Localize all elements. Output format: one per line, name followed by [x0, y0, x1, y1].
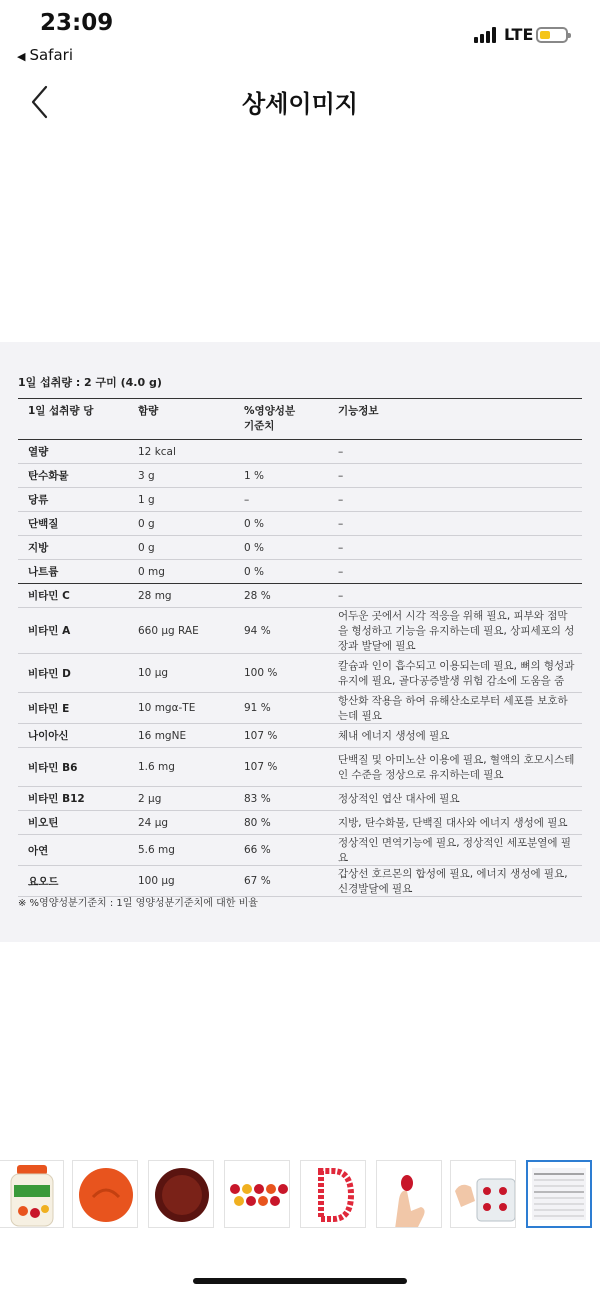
pill-case-icon — [451, 1161, 516, 1228]
row-percent: 83 % — [234, 787, 328, 811]
header-amount: 함량 — [138, 405, 159, 417]
row-function: 항산화 작용을 하여 유해산소로부터 세포를 보호하는데 필요 — [328, 693, 582, 724]
row-amount: 3 g — [128, 464, 234, 488]
row-amount: 660 μg RAE — [128, 608, 234, 654]
row-percent: 94 % — [234, 608, 328, 654]
row-function: – — [328, 488, 582, 512]
row-name: 당류 — [18, 488, 128, 512]
table-header-row — [18, 399, 582, 440]
table-row — [18, 464, 582, 488]
table-row — [18, 584, 582, 608]
row-name: 아연 — [18, 835, 128, 866]
thumbnail-letter-d[interactable] — [300, 1160, 366, 1228]
nutrition-table-body — [18, 440, 582, 897]
table-row — [18, 654, 582, 693]
header-function: 기능정보 — [338, 405, 379, 417]
row-function: 정상적인 면역기능에 필요, 정상적인 세포분열에 필요 — [328, 835, 582, 866]
product-bottle-icon — [0, 1161, 64, 1228]
row-name: 지방 — [18, 536, 128, 560]
header-percent: %영양성분 기준치 — [244, 405, 296, 432]
row-name: 비타민 A — [18, 608, 128, 654]
row-amount: 1 g — [128, 488, 234, 512]
signal-icon — [474, 27, 496, 43]
battery-icon — [536, 27, 568, 43]
row-name: 비타민 C — [18, 584, 128, 608]
row-function: 체내 에너지 생성에 필요 — [328, 724, 582, 748]
row-percent: 1 % — [234, 464, 328, 488]
table-row — [18, 835, 582, 866]
row-name: 열량 — [18, 440, 128, 464]
thumbnail-dark-gummy[interactable] — [148, 1160, 214, 1228]
row-amount: 10 mgα-TE — [128, 693, 234, 724]
row-function: – — [328, 584, 582, 608]
row-percent: 0 % — [234, 560, 328, 584]
row-percent: 66 % — [234, 835, 328, 866]
row-name: 비타민 D — [18, 654, 128, 693]
row-function: 칼슘과 인이 흡수되고 이용되는데 필요, 뼈의 형성과 유지에 필요, 골다공증발생 위험 감소에 도움을 줌 — [328, 654, 582, 693]
row-amount: 24 μg — [128, 811, 234, 835]
table-row — [18, 693, 582, 724]
status-bar — [0, 0, 600, 72]
row-amount: 0 mg — [128, 560, 234, 584]
table-row — [18, 488, 582, 512]
row-percent: 28 % — [234, 584, 328, 608]
row-name: 비타민 B12 — [18, 787, 128, 811]
back-triangle-icon: ◀ — [17, 50, 26, 63]
row-percent: 80 % — [234, 811, 328, 835]
thumbnail-strip — [0, 1160, 600, 1232]
nutrition-detail-image — [0, 342, 600, 942]
row-name: 나이아신 — [18, 724, 128, 748]
row-percent: 67 % — [234, 866, 328, 897]
table-row — [18, 536, 582, 560]
thumbnail-hand-gummy[interactable] — [376, 1160, 442, 1228]
row-amount: 12 kcal — [128, 440, 234, 464]
row-function: 어두운 곳에서 시각 적응을 위해 필요, 피부와 점막을 형성하고 기능을 유지하는데 필요, 상피세포의 성장과 발달에 필요 — [328, 608, 582, 654]
row-amount: 16 mgNE — [128, 724, 234, 748]
dark-gummy-icon — [149, 1161, 214, 1228]
page-title: 상세이미지 — [242, 90, 358, 118]
table-row — [18, 866, 582, 897]
row-name: 나트륨 — [18, 560, 128, 584]
row-function: – — [328, 536, 582, 560]
row-function: – — [328, 512, 582, 536]
row-function: 단백질 및 아미노산 이용에 필요, 혈액의 호모시스테인 수준을 정상으로 유지하는데 필요 — [328, 748, 582, 787]
hand-gummy-icon — [377, 1161, 442, 1228]
back-app-label: Safari — [29, 46, 73, 64]
footnote: ※ %영양성분기준치 : 1일 영양성분기준치에 대한 비율 — [18, 898, 258, 909]
row-percent: 100 % — [234, 654, 328, 693]
table-row — [18, 811, 582, 835]
table-row — [18, 440, 582, 464]
clock: 23:09 — [40, 10, 114, 36]
table-row — [18, 512, 582, 536]
nutrition-table — [18, 398, 582, 897]
nutrition-table-thumb-icon — [528, 1162, 590, 1226]
row-function: 정상적인 엽산 대사에 필요 — [328, 787, 582, 811]
letter-d-icon — [301, 1161, 366, 1228]
thumbnail-nutrition-table[interactable] — [526, 1160, 592, 1228]
header-item: 1일 섭취량 당 — [28, 405, 94, 417]
page-header — [0, 72, 600, 132]
row-function: – — [328, 464, 582, 488]
row-name: 탄수화물 — [18, 464, 128, 488]
thumbnail-gummy-row[interactable] — [224, 1160, 290, 1228]
row-amount: 2 μg — [128, 787, 234, 811]
row-percent: 91 % — [234, 693, 328, 724]
row-percent: – — [234, 488, 328, 512]
table-row — [18, 560, 582, 584]
row-function: – — [328, 440, 582, 464]
row-function: 지방, 탄수화물, 단백질 대사와 에너지 생성에 필요 — [328, 811, 582, 835]
orange-gummy-icon — [73, 1161, 138, 1228]
row-percent: 0 % — [234, 512, 328, 536]
gummy-row-icon — [225, 1161, 290, 1228]
back-to-safari[interactable] — [17, 46, 73, 64]
row-amount: 0 g — [128, 536, 234, 560]
row-amount: 1.6 mg — [128, 748, 234, 787]
row-name: 비오틴 — [18, 811, 128, 835]
row-percent: 0 % — [234, 536, 328, 560]
serving-size: 1일 섭취량 : 2 구미 (4.0 g) — [18, 376, 162, 389]
row-name: 비타민 E — [18, 693, 128, 724]
row-percent — [234, 440, 328, 464]
row-amount: 5.6 mg — [128, 835, 234, 866]
row-name: 비타민 B6 — [18, 748, 128, 787]
row-name: 단백질 — [18, 512, 128, 536]
table-row — [18, 608, 582, 654]
thumbnail-pill-case[interactable] — [450, 1160, 516, 1228]
table-row — [18, 748, 582, 787]
row-amount: 100 μg — [128, 866, 234, 897]
thumbnail-orange-gummy[interactable] — [72, 1160, 138, 1228]
row-name: 요오드 — [18, 866, 128, 897]
row-function: – — [328, 560, 582, 584]
table-row — [18, 787, 582, 811]
table-row — [18, 724, 582, 748]
row-function: 갑상선 호르몬의 합성에 필요, 에너지 생성에 필요, 신경발달에 필요 — [328, 866, 582, 897]
row-amount: 10 μg — [128, 654, 234, 693]
row-amount: 28 mg — [128, 584, 234, 608]
row-percent: 107 % — [234, 748, 328, 787]
home-indicator[interactable] — [193, 1278, 407, 1284]
row-percent: 107 % — [234, 724, 328, 748]
thumbnail-product-bottle[interactable] — [0, 1160, 64, 1228]
network-label: LTE — [504, 25, 534, 44]
row-amount: 0 g — [128, 512, 234, 536]
